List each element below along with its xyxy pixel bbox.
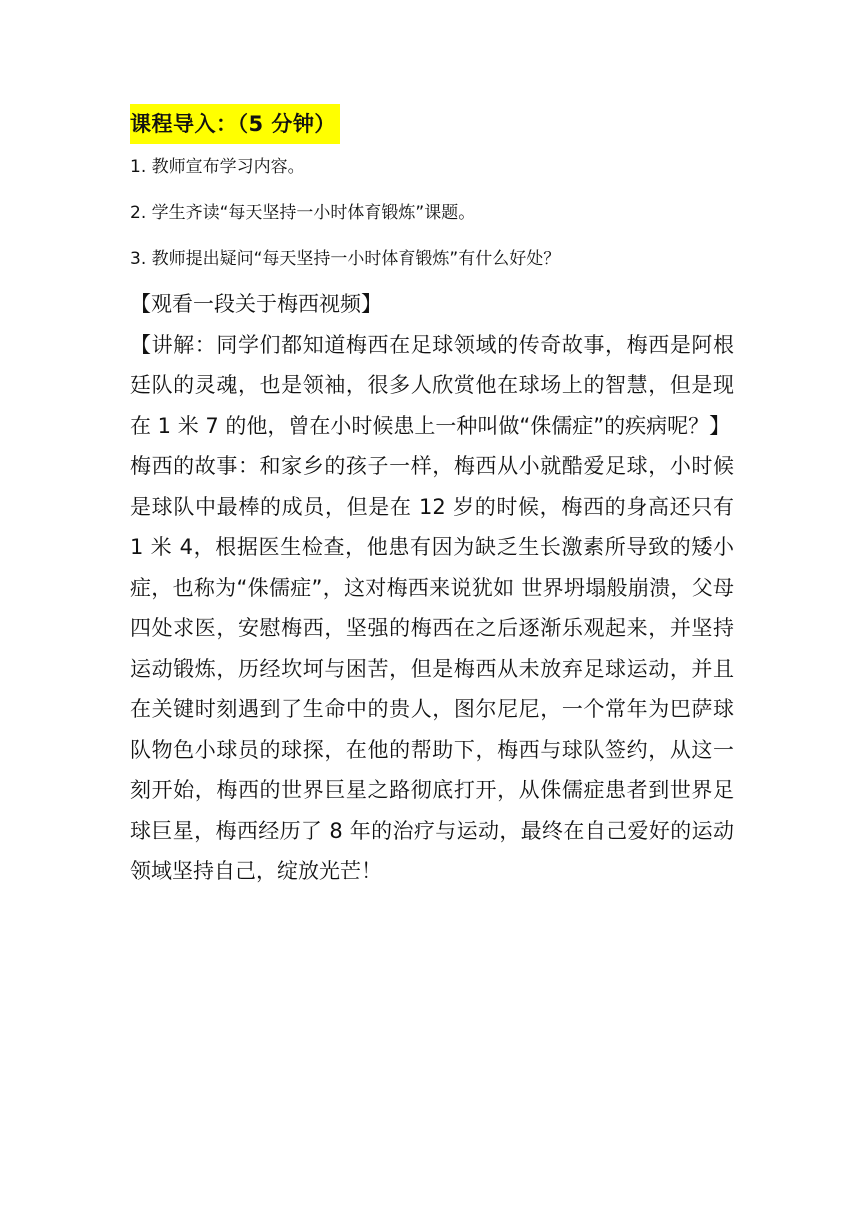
step-3: 3. 教师提出疑问“每天坚持一小时体育锻炼”有什么好处？	[130, 249, 561, 269]
video-note: 【观看一段关于梅西视频】	[130, 292, 382, 316]
explanation-paragraph: 【讲解：同学们都知道梅西在足球领域的传奇故事，梅西是阿根廷队的灵魂，也是领袖，很多人欣赏他在球场上的智慧，但是现在 1 米 7 的他，曾在小时候患上一种叫做“侏儒症”的疾病呢？】	[130, 332, 734, 438]
step-1: 1. 教师宣布学习内容。	[130, 157, 305, 177]
step-2: 2. 学生齐读“每天坚持一小时体育锻炼”课题。	[130, 203, 476, 223]
section-title: 课程导入：（5 分钟）	[130, 104, 340, 144]
story-paragraph: 梅西的故事：和家乡的孩子一样，梅西从小就酷爱足球，小时候是球队中最棒的成员，但是在 12 岁的时候，梅西的身高还只有 1 米 4，根据医生检查，他患有因为缺乏生长激素所导致的矮小症，也称为“侏儒症”，这对梅西来说犹如 世界坍塌般崩溃，父母四处求医，安慰梅西，坚强的梅西在之后逐渐乐观起来，并坚持运动锻炼，历经坎坷与困苦，但是梅西从未放弃足球运动，并且在关键时刻遇到了生命中的贵人，图尔尼尼，一个常年为巴萨球队物色小球员的球探，在他的帮助下，梅西与球队签约，从这一刻开始，梅西的世界巨星之路彻底打开，从侏儒症患者到世界足球巨星，梅西经历了 8 年的治疗与运动，最终在自己爱好的运动领域坚持自己，绽放光芒！	[130, 454, 734, 883]
document-page	[130, 104, 734, 892]
